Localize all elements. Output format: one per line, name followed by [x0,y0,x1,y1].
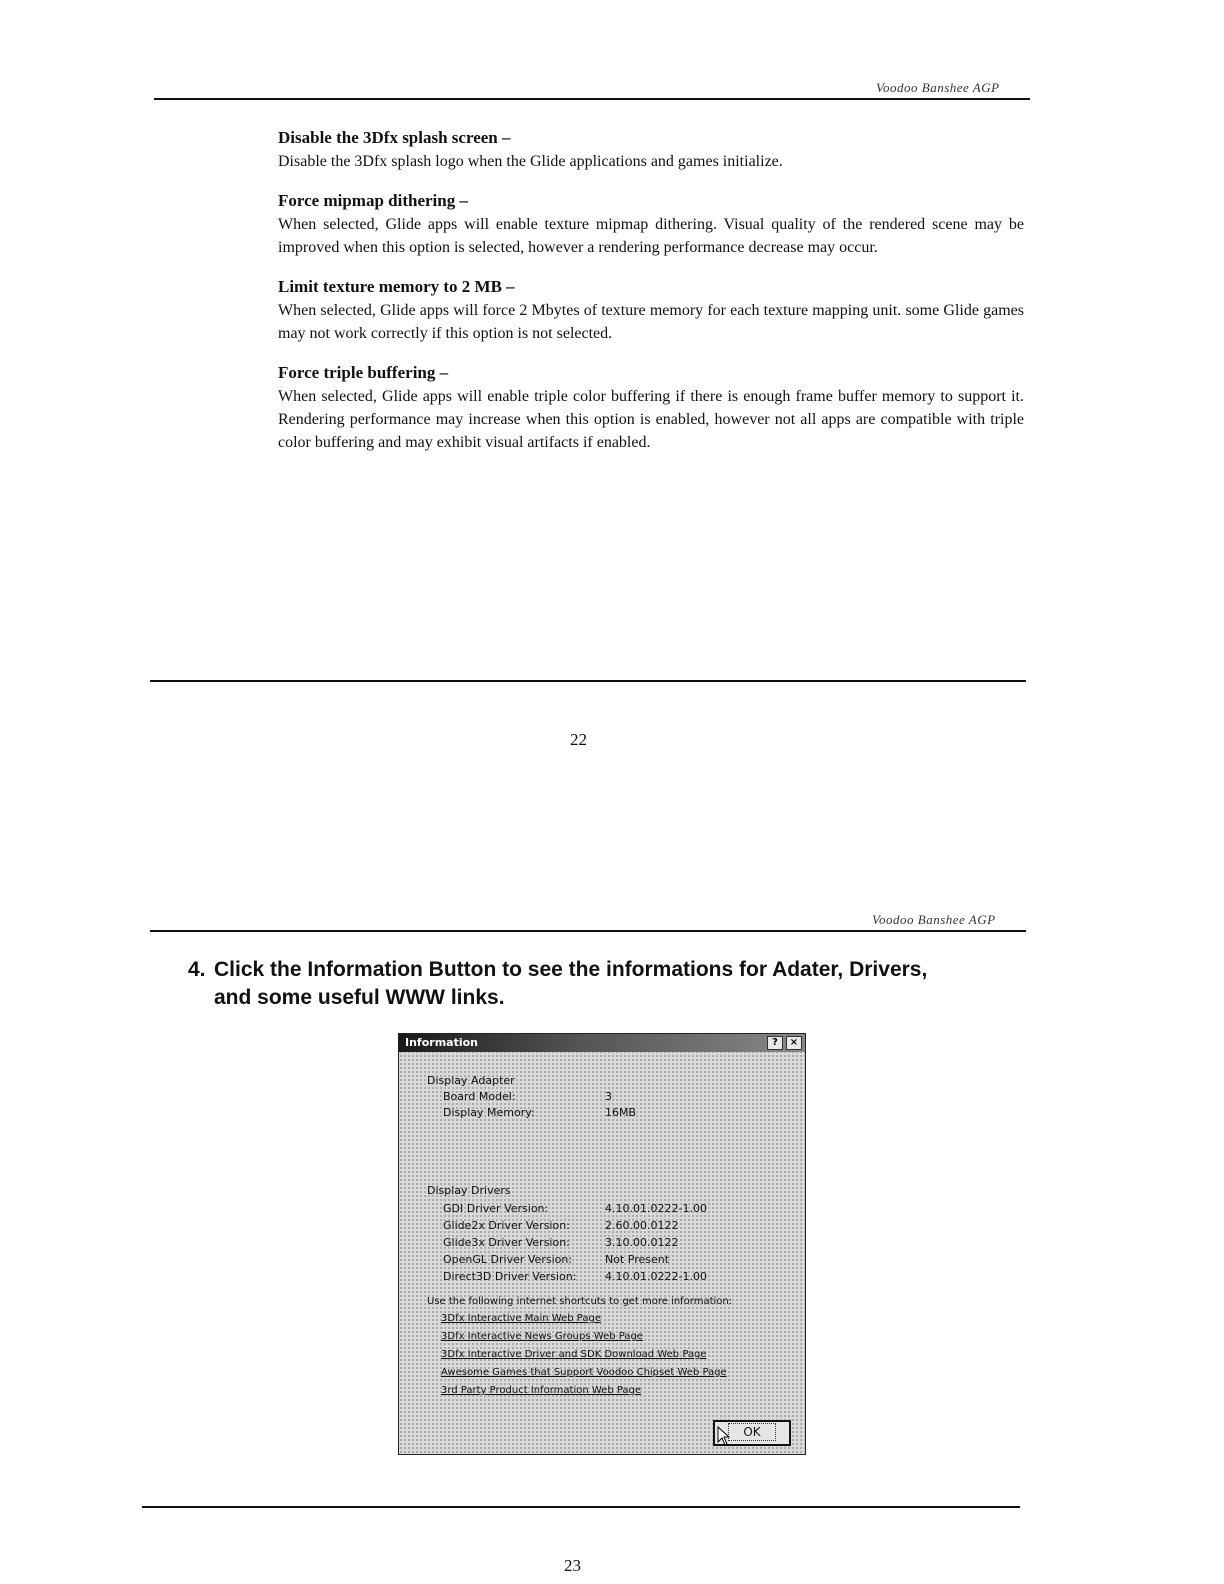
section-body: When selected, Glide apps will enable triple color buffering if there is enough frame buffer memory to support it. Rendering performance may increase when this option is enabled, however not all apps are compatible with triple color buffering and may exhibit visual artifacts if enabled. [278,388,1024,451]
display-memory-label: Display Memory: [443,1106,535,1119]
section-title: Disable the 3Dfx splash screen – [278,128,511,147]
page-number-bottom: 23 [564,1556,581,1575]
glide3x-driver-label: Glide3x Driver Version: [443,1236,570,1249]
section-triple-buffering [278,363,1024,454]
gdi-driver-value: 4.10.01.0222-1.00 [605,1202,707,1215]
header-rule-bottom [150,930,1026,932]
option-descriptions [278,128,1024,472]
mouse-pointer-icon [717,1426,731,1446]
section-title: Force triple buffering – [278,363,449,382]
information-dialog [398,1033,806,1455]
section-body: When selected, Glide apps will enable texture mipmap dithering. Visual quality of the rendered scene may be improved when this option is selected, however a rendering performance decrease may occur. [278,216,1024,256]
running-header-bottom: Voodoo Banshee AGP [872,912,996,927]
page-number-top: 22 [570,730,587,749]
board-model-label: Board Model: [443,1090,516,1103]
display-memory-value: 16MB [605,1106,637,1119]
ok-button-label: OK [728,1423,775,1441]
section-mipmap-dithering [278,191,1024,259]
section-body: Disable the 3Dfx splash logo when the Glide applications and games initialize. [278,153,783,170]
help-button[interactable]: ? [767,1036,783,1050]
direct3d-driver-label: Direct3D Driver Version: [443,1270,577,1283]
header-rule-top [154,98,1030,100]
step-text-line2: and some useful WWW links. [214,986,505,1009]
opengl-driver-label: OpenGL Driver Version: [443,1253,573,1266]
link-main-web-page[interactable]: 3Dfx Interactive Main Web Page [441,1313,601,1324]
link-third-party[interactable]: 3rd Party Product Information Web Page [441,1385,642,1396]
gdi-driver-label: GDI Driver Version: [443,1202,549,1215]
close-button[interactable]: × [786,1036,802,1050]
dialog-title-bar[interactable] [399,1034,805,1052]
footer-rule-bottom [142,1506,1020,1508]
step-text-line1: Click the Information Button to see the informations for Adater, Drivers, [214,958,928,981]
dialog-title: Information [405,1036,478,1049]
glide3x-driver-value: 3.10.00.0122 [605,1236,679,1249]
running-header-top: Voodoo Banshee AGP [876,80,1000,95]
link-awesome-games[interactable]: Awesome Games that Support Voodoo Chipset Web Page [441,1367,727,1378]
display-adapter-heading: Display Adapter [427,1074,515,1087]
direct3d-driver-value: 4.10.01.0222-1.00 [605,1270,707,1283]
board-model-value: 3 [605,1090,612,1103]
section-body: When selected, Glide apps will force 2 Mbytes of texture memory for each texture mapping unit. some Glide games may not work correctly if this option is not selected. [278,302,1024,342]
step-instruction [188,956,1028,1012]
opengl-driver-value: Not Present [605,1253,670,1266]
glide2x-driver-label: Glide2x Driver Version: [443,1219,570,1232]
step-number: 4. [188,958,206,981]
display-drivers-heading: Display Drivers [427,1184,511,1197]
section-title: Force mipmap dithering – [278,191,468,210]
section-texture-memory [278,277,1024,345]
links-intro: Use the following internet shortcuts to get more information: [427,1296,733,1307]
footer-rule-top [150,680,1026,682]
section-title: Limit texture memory to 2 MB – [278,277,515,296]
link-news-groups[interactable]: 3Dfx Interactive News Groups Web Page [441,1331,643,1342]
link-driver-download[interactable]: 3Dfx Interactive Driver and SDK Download Web Page [441,1349,707,1360]
glide2x-driver-value: 2.60.00.0122 [605,1219,679,1232]
section-splash-screen [278,128,1024,173]
